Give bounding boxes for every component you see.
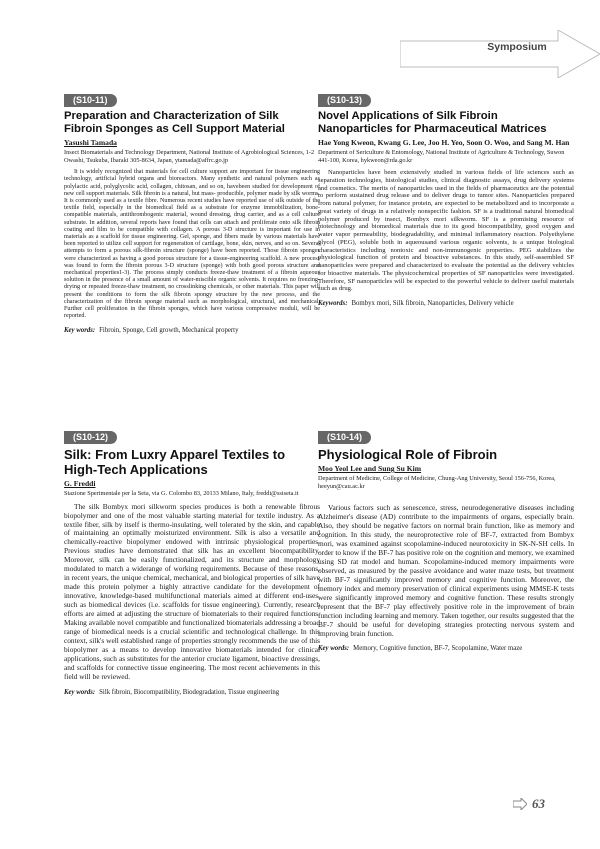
keywords-label: Key words: <box>64 688 96 696</box>
abstract-s10-12 <box>64 427 320 697</box>
abstract-keywords <box>64 327 320 335</box>
abstract-code: (S10-14) <box>318 431 371 444</box>
abstract-code: (S10-13) <box>318 94 371 107</box>
abstract-authors: Hae Yong Kweon, Kwang G. Lee, Joo H. Yeo, Soon O. Woo, and Sang M. Han <box>318 138 570 147</box>
abstract-authors: Yasushi Tamada <box>64 138 117 147</box>
abstract-keywords <box>64 689 320 697</box>
abstract-body: It is widely recognized that materials for cell culture support are important for tissue engineering technology, artificial hybrid organs and bioreactors. Many synthetic and natural polymers such as polylactic acid, polyglycolic acid, collagen, chitosan, and so on, havebeen studied for development of new cell support materials. Silk fibroin is a natural, but mass- producible, polymer made by silk worms. It is commonly used as a textile fibre. Numerous recent studies have reported use of silk outside of the textile field, especially in the biomedical field as a substrate for enzyme immobilization, bone- compatible materials, antithrombogenic material, wound dressing, drug carrier, and as a cell culture substrate. In addition, several reports have found that cells can attach and proliferate onto silk fibroin coating and film to be compatible with collagen. A porous 3-D structure is important for use in materials as a scaffold for tissue engineering. Gel, sponge, and fibers made by various materials have been reported to utilize cell support for regeneration of cartilage, bone, skin, nerves, and so on. Several attempts to form a porous silk-fibroin structure (sponge) have been reported. Those fibroin sponges were characterized as having a good porous structure for a tissue-engineering scaffold. A new process was found to form the fibroin porous 3-D structure (sponge) with both good porous structure and mechanical properties1-3). The process simply conducts freeze-thaw treatment of a fibroin aqueous solution in the presence of a small amount of water-miscible organic solvents. It requires no freezing-drying or repeated freeze-thaw treatment, no crosslinking chemicals, or other materials. This paper will present the conditions to form the silk fibroin spongy structure by the new process, and the characterization of the fibroin sponge material such as morphological, structural, and mechanical. Further cell proliferation in the fibroin sponges, which have various compressive moduli, will be reported. <box>64 169 320 320</box>
abstract-s10-13 <box>318 90 574 308</box>
abstract-s10-11 <box>64 90 320 335</box>
abstract-code: (S10-11) <box>64 94 117 107</box>
keywords-value: Bombyx mori, Silk fibroin, Nanoparticles, Delivery vehicle <box>351 300 514 308</box>
keywords-label: Keywords: <box>318 300 348 308</box>
abstract-keywords <box>318 645 574 653</box>
abstract-affiliation: Department of Medicine, College of Medicine, Chung-Ang University, Seoul 156-756, Korea, heeyun@cau.ac.kr <box>318 475 556 490</box>
abstract-body: Various factors such as senescence, stress, neurodegenerative diseases including Alzheimer's disease (AD) contribute to the impairments of organs, especially brain. Also, they should be negative factors on normal brain function, like as memory and cognition. In this study, the neuroprotective role of BF-7, extracted from Bombyx mori, was examined against scopolamine-induced neurotoxicity in SK-N-SH cells. In order to know if the BF-7 has positive role on the cognition and memory, we examined using SD rat model and human. Scopolamine-induced memory impairments were observed, as measured by the passive avoidance and water maze tests, but treatment with BF-7 significantly improved memory and cognitive function. Moreover, the memory index and memory preservation of clinical experiments using MMSE-K tests were significantly improved memory and cognitive function. These results strongly represent that the BF-7 play effectively positive role in the improvement of brain function including learning and memory. Taken together, our results suggested that the BF-7 should be useful for developing strategies protecting nervous system and improving brain function. <box>318 503 574 638</box>
abstract-title: Silk: From Luxry Apparel Textiles to High-Tech Applications <box>64 447 286 477</box>
keywords-value: Memory, Cognitive function, BF-7, Scopolamine, Water maze <box>353 645 523 653</box>
page-arrow-icon <box>513 798 527 810</box>
keywords-label: Key words: <box>318 645 350 653</box>
abstract-keywords <box>318 300 574 308</box>
abstract-affiliation: Stazione Sperimentale per la Seta, via G. Colombo 83, 20133 Milano, Italy, freddi@ssiseta.it <box>64 490 299 497</box>
abstract-code: (S10-12) <box>64 431 117 444</box>
abstract-authors: G. Freddi <box>64 479 96 488</box>
abstract-title: Novel Applications of Silk Fibroin Nanoparticles for Pharmaceutical Matrices <box>318 110 547 135</box>
keywords-value: Silk fibroin, Biocompatibility, Biodegradation, Tissue engineering <box>99 688 280 696</box>
abstract-affiliation: Department of Sericulture & Entomology, National Institute of Agriculture & Technology, Suwon 441-100, Korea, hykweon@rda.go.kr <box>318 149 565 164</box>
abstract-authors: Moo Yeol Lee and Sung Su Kim <box>318 464 422 473</box>
abstract-body: Nanoparticles have been extensively studied in various fields of life sciences such as separation technologies, histological studies, clinical diagnostic assays, drug delivery systems and cosmetics. The merits of nanoparticles used in the fields of pharmaceutics are the potential to perform sustained drug release and to deliver drugs to tumor sites. Nanoparticles prepared from natural polymer, for instance protein, are expected to be metabolized and to incorporate a great variety of drugs in a relatively nonspecific fashion. SF is a traditional natural biomedical polymer produced by insect, Bombyx mori silkworm. SF is a promising resource of biotechnology and biomedical materials due to its good biocompatibility, good oxygen and water vapor permeability, biodegradability, and minimal inflammatory reaction. Polyethylene glycol (PEG), soluble both in aqueousand various organic solvents, is a unique biological characteristics including nontoxic and non-immunogenic properties. PEG stabilizes the physiological function of protein and bioactive substances. In this study, self-assembled SF nanoparticles were prepared and characterized to evaluate the potential as the delivery vehicles for bioactive materials. The physicochemical properties of SF nanoparticles were investigated. Therefore, SF nanoparticles will be expected to the powerful vehicle to deliver useful materials such as drug. <box>318 169 574 293</box>
abstract-affiliation: Insect Biomaterials and Technology Department, National Institute of Agrobiological Sciences, 1-2 Owashi, Tsukuba, Ibaraki 305-8634, Japan, ytamada@affrc.go.jp <box>64 149 315 164</box>
keywords-value: Fibroin, Sponge, Cell growth, Mechanical property <box>99 327 239 335</box>
section-label: Symposium <box>487 41 547 53</box>
keywords-label: Key words: <box>64 327 96 335</box>
page-number: 63 <box>532 796 545 811</box>
abstract-title: Physiological Role of Fibroin <box>318 447 498 462</box>
abstract-title: Preparation and Characterization of Silk Fibroin Sponges as Cell Support Material <box>64 110 285 135</box>
abstract-s10-14 <box>318 427 574 653</box>
abstract-body: The silk Bombyx mori silkworm species produces is both a renewable fibrous biopolymer and one of the most valuable starting material for textile industry. As a textile fiber, silk by itself is thermo-insulating, well tolerated by the skin, and capable of maintaining an optimally moisturized environment. Silk is also a versatile and chemically-reactive biopolymer endowed with intrinsic physiological properties. Previous studies have demonstrated that silk has an excellent biocompatibility. Moreover, silk can be easily functionalized, and its structure and morphology modulated to match a widerange of working requirements. Because of these reasons, in recent years, the unique chemical, mechanical, and biological properties of silk have made this protein polymer a highly attractive candidate for the development of innovative, knowledge-based multifunctional materials aimed at different end-uses, such as biomedical devices (i.e. scaffolds for tissue engineering). Currently, research efforts are aimed at adjusting the structure of biomaterials to their required functions. Making available novel compatible and functionalized biomaterials addressing a broad range of biomedical needs is a crucial scientific and technological challenge. In this context, silk's well established range of properties strongly recommends the use of this biopolymer as a means to develop innovative biomaterials intended for clinical applications, such as substitutes for the anterior cruciate ligament, bioactive dressings, and scaffolds for connective tissue engineering. The most recent achievements in this field will be reviewed. <box>64 501 320 681</box>
